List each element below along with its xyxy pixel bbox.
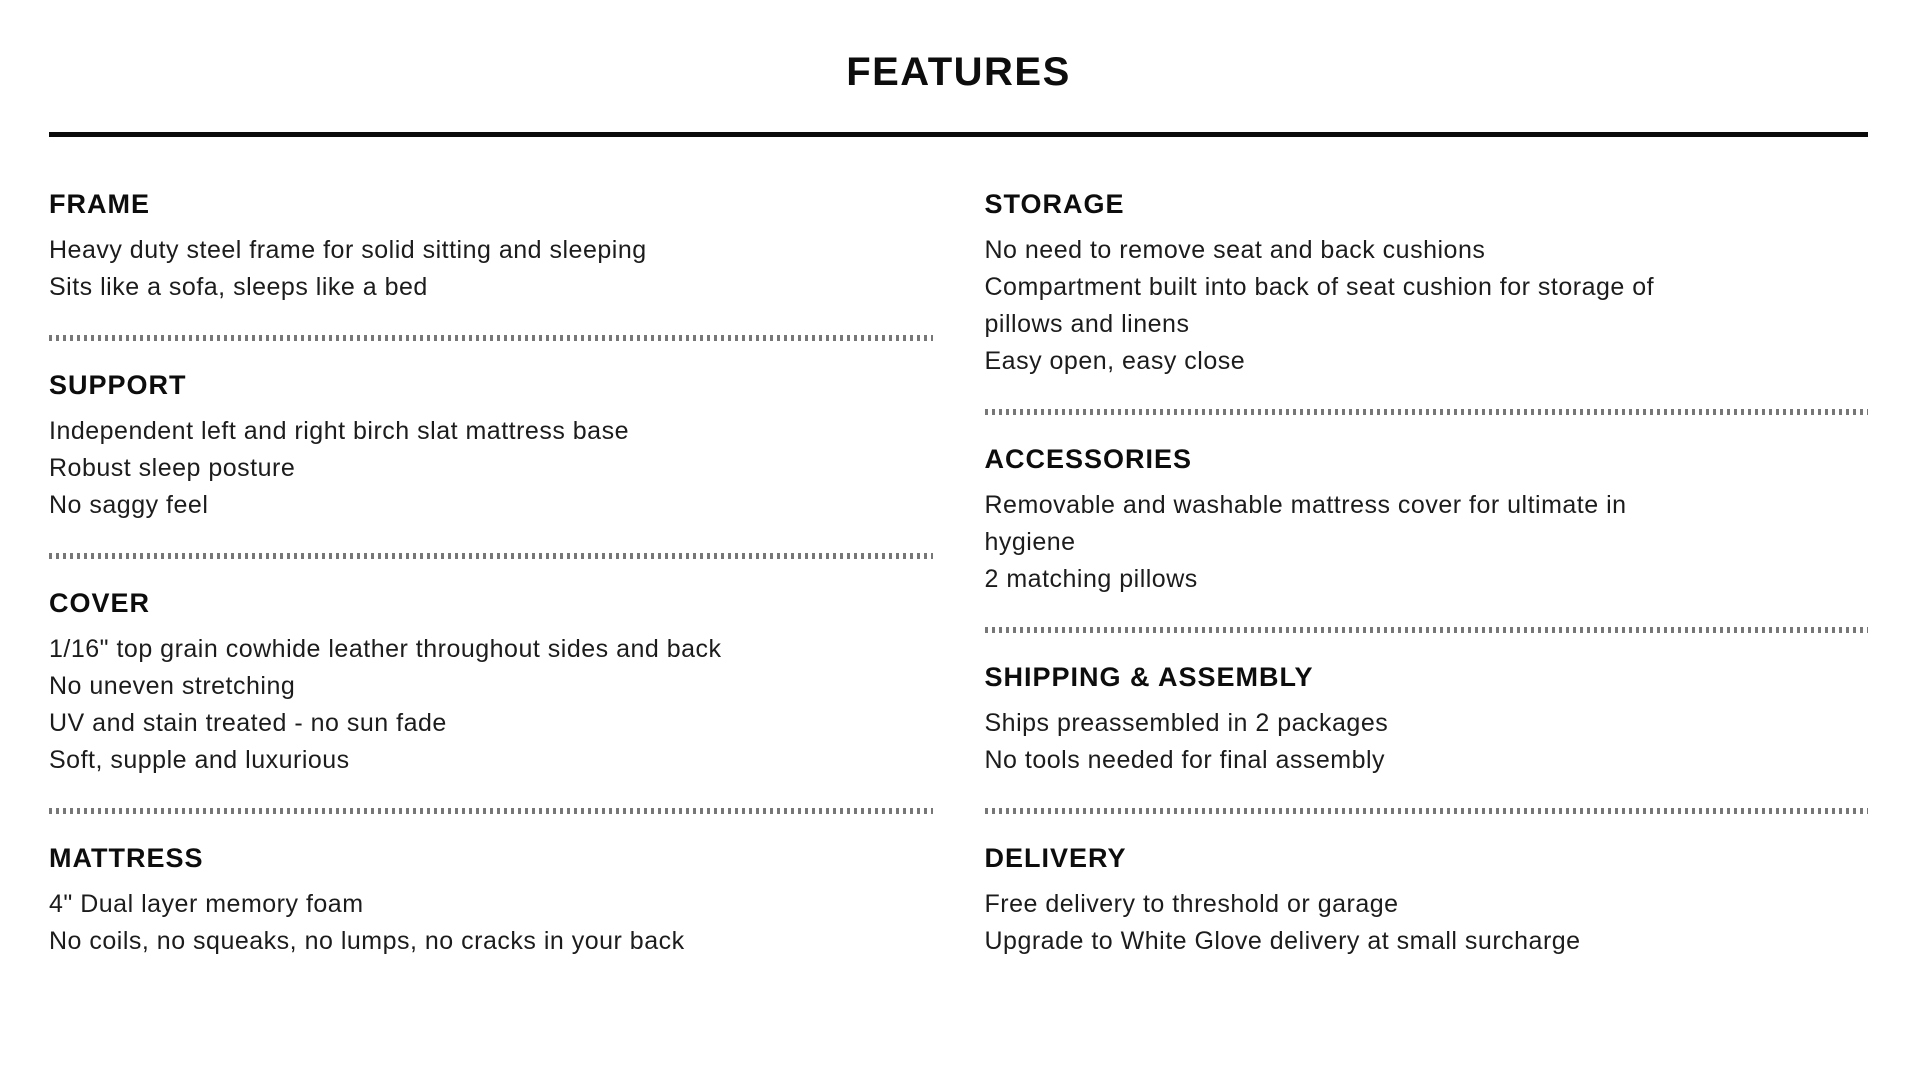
section-items [985,487,1685,598]
feature-item: Heavy duty steel frame for solid sitting and sleeping [49,236,647,264]
feature-item: UV and stain treated - no sun fade [49,709,447,737]
feature-section [985,842,1869,960]
feature-item: No coils, no squeaks, no lumps, no cracks in your back [49,927,685,955]
section-items [985,705,1685,779]
section-heading: SUPPORT [49,370,187,400]
dotted-separator [49,553,933,559]
feature-item: Ships preassembled in 2 packages [984,709,1389,737]
section-heading: SHIPPING & ASSEMBLY [984,662,1314,692]
dotted-separator [49,335,933,341]
feature-section [49,369,933,524]
feature-item: Sits like a sofa, sleeps like a bed [49,273,428,301]
feature-section [49,842,933,960]
feature-section [985,443,1869,598]
feature-item: 1/16" top grain cowhide leather throughout sides and back [49,635,722,663]
feature-item: No tools needed for final assembly [984,746,1386,774]
feature-item: No uneven stretching [49,672,296,700]
feature-item: Easy open, easy close [984,347,1246,375]
section-items [985,886,1685,960]
page-title: FEATURES [846,50,1071,94]
feature-item: 4" Dual layer memory foam [49,890,364,918]
section-items [49,232,933,306]
feature-item: 2 matching pillows [984,565,1198,593]
feature-section [985,188,1869,380]
feature-item: No need to remove seat and back cushions [984,236,1486,264]
section-heading: MATTRESS [49,843,204,873]
dotted-separator [985,808,1869,814]
section-heading: DELIVERY [984,843,1127,873]
section-items [49,886,933,960]
section-heading: ACCESSORIES [984,444,1193,474]
feature-section [49,587,933,779]
dotted-separator [49,808,933,814]
dotted-separator [985,627,1869,633]
feature-item: Removable and washable mattress cover for ultimate in hygiene [984,491,1627,556]
section-items [49,413,933,524]
section-heading: FRAME [49,189,150,219]
section-items [985,232,1685,380]
section-heading: STORAGE [984,189,1125,219]
title-rule [49,132,1868,137]
feature-item: Upgrade to White Glove delivery at small surcharge [984,927,1581,955]
feature-section [49,188,933,306]
feature-item: Free delivery to threshold or garage [984,890,1399,918]
feature-item: No saggy feel [49,491,209,519]
column-right [985,188,1869,960]
dotted-separator [985,409,1869,415]
section-items [49,631,933,779]
section-heading: COVER [49,588,151,618]
feature-section [985,661,1869,779]
column-left [49,188,933,960]
feature-item: Soft, supple and luxurious [49,746,350,774]
feature-item: Independent left and right birch slat mattress base [49,417,629,445]
features-columns [49,188,1868,960]
feature-item: Robust sleep posture [49,454,296,482]
feature-item: Compartment built into back of seat cushion for storage of pillows and linens [984,273,1655,338]
